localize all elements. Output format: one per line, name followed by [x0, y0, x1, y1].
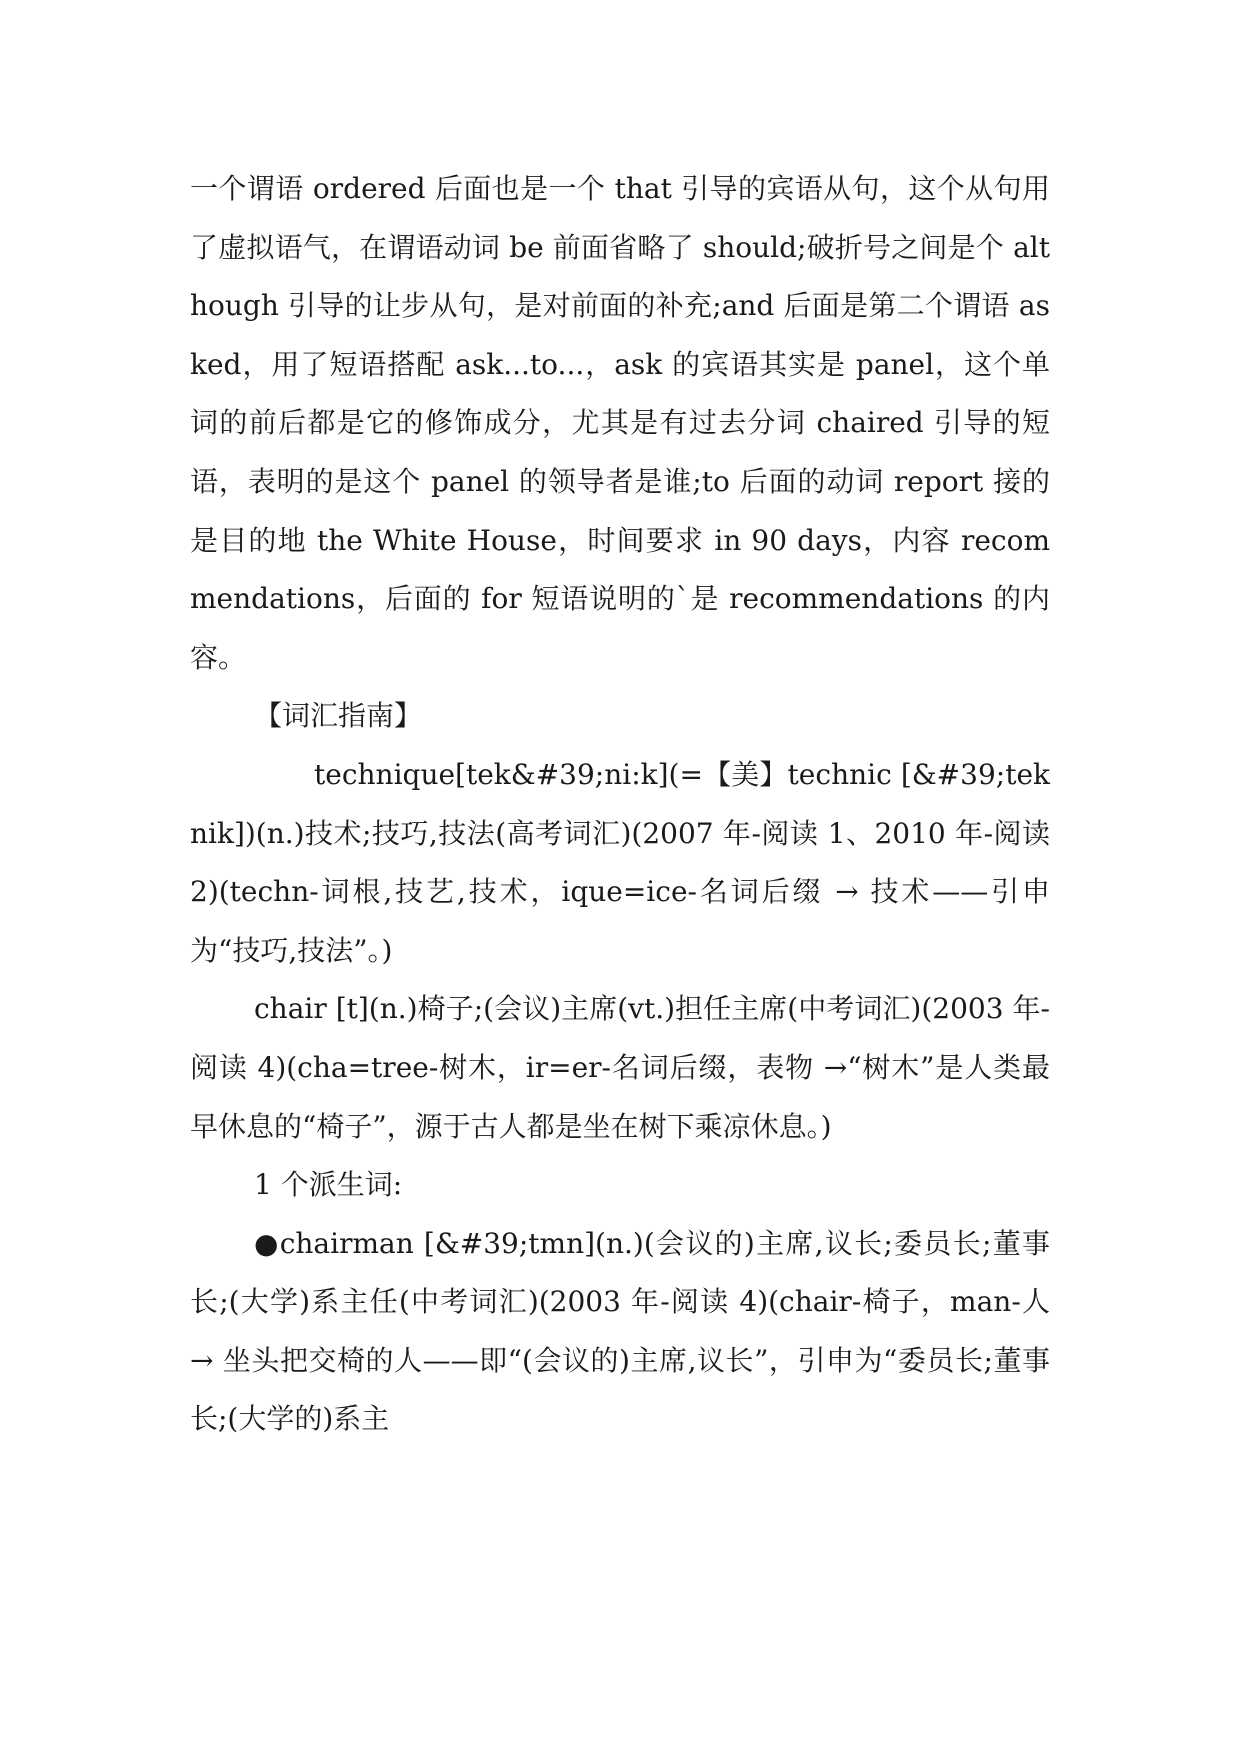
document-page [190, 160, 1050, 1449]
derivative-count-label: 1 个派生词: [254, 1168, 403, 1202]
body-paragraph-clause-analysis: 一个谓语 ordered 后面也是一个 that 引导的宾语从句，这个从句用了虚拟语气，在谓语动词 be 前面省略了 should;破折号之间是个 although 引导的让步从句，是对前面的补充;and 后面是第二个谓语 asked，用了短语搭配 ask...to...，ask 的宾语其实是 panel，这个单词的前后都是它的修饰成分，尤其是有过去分词 chaired 引导的短语，表明的是这个 panel 的领导者是谁;to 后面的动词 report 接的是目的地 the White House，时间要求 in 90 days，内容 recommendations，后面的 for 短语说明的`是 recommendations 的内容。 [190, 172, 1050, 674]
section-heading-vocabulary-guide: 【词汇指南】 [254, 699, 423, 733]
vocab-entry-technique: technique[tek&#39;ni:k](=【美】technic [&#39;teknik])(n.)技术;技巧,技法(高考词汇)(2007 年-阅读 1、2010 年-阅读 2)(techn-词根,技艺,技术，ique=ice-名词后缀 → 技术——引申为“技巧,技法”。) [190, 757, 1050, 967]
vocab-entry-chairman: ●chairman [&#39;tmn](n.)(会议的)主席,议长;委员长;董事长;(大学)系主任(中考词汇)(2003 年-阅读 4)(chair-椅子，man-人 → 坐头把交椅的人——即“(会议的)主席,议长”，引申为“委员长;董事长;(大学的)系主 [190, 1226, 1050, 1436]
vocab-entry-chair: chair [t](n.)椅子;(会议)主席(vt.)担任主席(中考词汇)(2003 年-阅读 4)(cha=tree-树木，ir=er-名词后缀，表物 →“树木”是人类最早休息的“椅子”，源于古人都是坐在树下乘凉休息。) [190, 992, 1050, 1143]
